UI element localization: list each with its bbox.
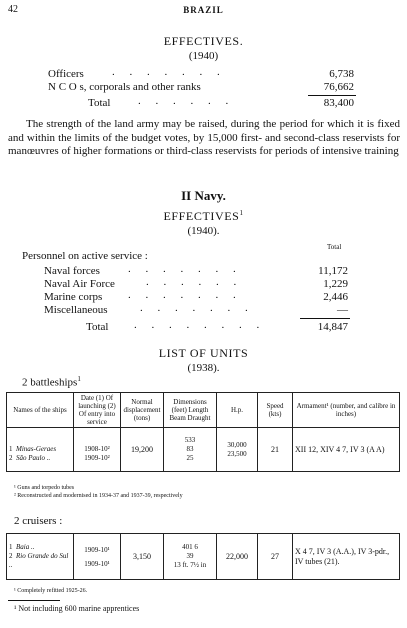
speed-cell: 27 — [258, 534, 293, 580]
sum-rule — [300, 318, 350, 319]
column-header: Dimensions (feet) Length Beam Draught — [164, 393, 217, 428]
speed-cell: 21 — [258, 428, 293, 472]
dot-leader: . . . . . . — [146, 276, 243, 288]
army-row-value: 76,662 — [323, 81, 354, 93]
column-header: Speed (kts) — [258, 393, 293, 428]
army-total-value: 83,400 — [323, 97, 354, 109]
page-footnote: ¹ Not including 600 marine apprentices — [14, 604, 140, 613]
table-row — [7, 428, 400, 472]
column-header: Normal displacement (tons) — [121, 393, 164, 428]
displacement-cell: 3,150 — [121, 534, 164, 580]
table-header-row — [7, 393, 400, 428]
battleships-table — [6, 392, 400, 472]
navy-year: (1940). — [187, 225, 220, 237]
navy-row-label: Marine corps — [44, 291, 103, 303]
dimensions-cell: 401 6 39 13 ft. 7½ in — [164, 534, 217, 580]
navy-row-label: Naval forces — [44, 265, 100, 277]
units-title: LIST OF UNITS — [158, 346, 249, 360]
army-paragraph: The strength of the land army may be raised, during the period for which it is fixed and within the limits of the budget votes, by 15,000 first- and second-class reservists for manœuvres of higher formations or third-class reservists for periods of intensive training — [8, 118, 400, 157]
dot-leader: . . . . . . . — [140, 302, 254, 314]
armament-cell: XII 12, XIV 4 7, IV 3 (A A) — [293, 428, 400, 472]
navy-row-label: Miscellaneous — [44, 304, 108, 316]
navy-row-value: 11,172 — [318, 265, 348, 277]
ship-names-cell: 1 Minas-Geraes 2 São Paulo .. — [7, 428, 74, 472]
running-header: BRAZIL — [183, 5, 224, 15]
page-number: 42 — [8, 4, 18, 15]
hp-cell: 22,000 — [217, 534, 258, 580]
sum-rule — [308, 95, 356, 96]
column-header: H.p. — [217, 393, 258, 428]
hp-cell: 30,000 23,500 — [217, 428, 258, 472]
navy-section-title: II Navy. — [181, 188, 226, 203]
table-note: ¹ Guns and torpedo tubes — [14, 485, 75, 491]
dot-leader: . . . . . . . — [128, 289, 242, 301]
navy-row-value: 1,229 — [323, 278, 348, 290]
navy-row-value: — — [337, 304, 348, 316]
dates-cell: 1908-10² 1909-10² — [74, 428, 121, 472]
ship-names-cell: 1 Baia .. 2 Rio Grande do Sul .. — [7, 534, 74, 580]
dot-leader: . . . . . . . — [112, 66, 226, 78]
armament-cell: X 4 7, IV 3 (A.A.), IV 3-pdr., IV tubes (21). — [293, 534, 400, 580]
cruisers-heading: 2 cruisers : — [14, 515, 63, 527]
dates-cell: 1909-10¹ 1909-10¹ — [74, 534, 121, 580]
army-row-value: 6,738 — [329, 68, 354, 80]
army-row-label: Officers — [48, 68, 84, 80]
personnel-heading: Personnel on active service : — [22, 250, 148, 262]
navy-effectives-title: EFFECTIVES$^1$ — [163, 209, 244, 223]
dot-leader: . . . . . . . — [128, 263, 242, 275]
total-column-header: Total — [327, 243, 342, 251]
column-header: Armament¹ (number, and calibre in inches) — [293, 393, 400, 428]
displacement-cell: 19,200 — [121, 428, 164, 472]
navy-total-value: 14,847 — [317, 321, 348, 333]
column-header: Names of the ships — [7, 393, 74, 428]
dot-leader: . . . . . . . . — [134, 319, 266, 331]
column-header: Date (1) Of launching (2) Of entry into service — [74, 393, 121, 428]
units-year: (1938). — [187, 362, 220, 374]
navy-total-label: Total — [86, 321, 109, 333]
army-effectives-title: EFFECTIVES. — [163, 34, 244, 48]
navy-row-value: 2,446 — [323, 291, 348, 303]
army-total-label: Total — [88, 97, 111, 109]
battleships-heading: 2 battleships$^1$ — [22, 375, 81, 389]
navy-row-label: Naval Air Force — [44, 278, 115, 290]
cruisers-table — [6, 533, 400, 580]
army-row-label: N C O s, corporals and other ranks — [48, 81, 201, 93]
table-note: ² Reconstructed and modernised in 1934-37 and 1937-39, respectively — [14, 493, 183, 499]
table-note: ¹ Completely refitted 1925-26. — [14, 588, 88, 594]
table-row — [7, 534, 400, 580]
dimensions-cell: 533 83 25 — [164, 428, 217, 472]
footnote-rule — [8, 600, 60, 601]
dot-leader: . . . . . . — [138, 95, 235, 107]
army-year: (1940) — [188, 50, 219, 62]
